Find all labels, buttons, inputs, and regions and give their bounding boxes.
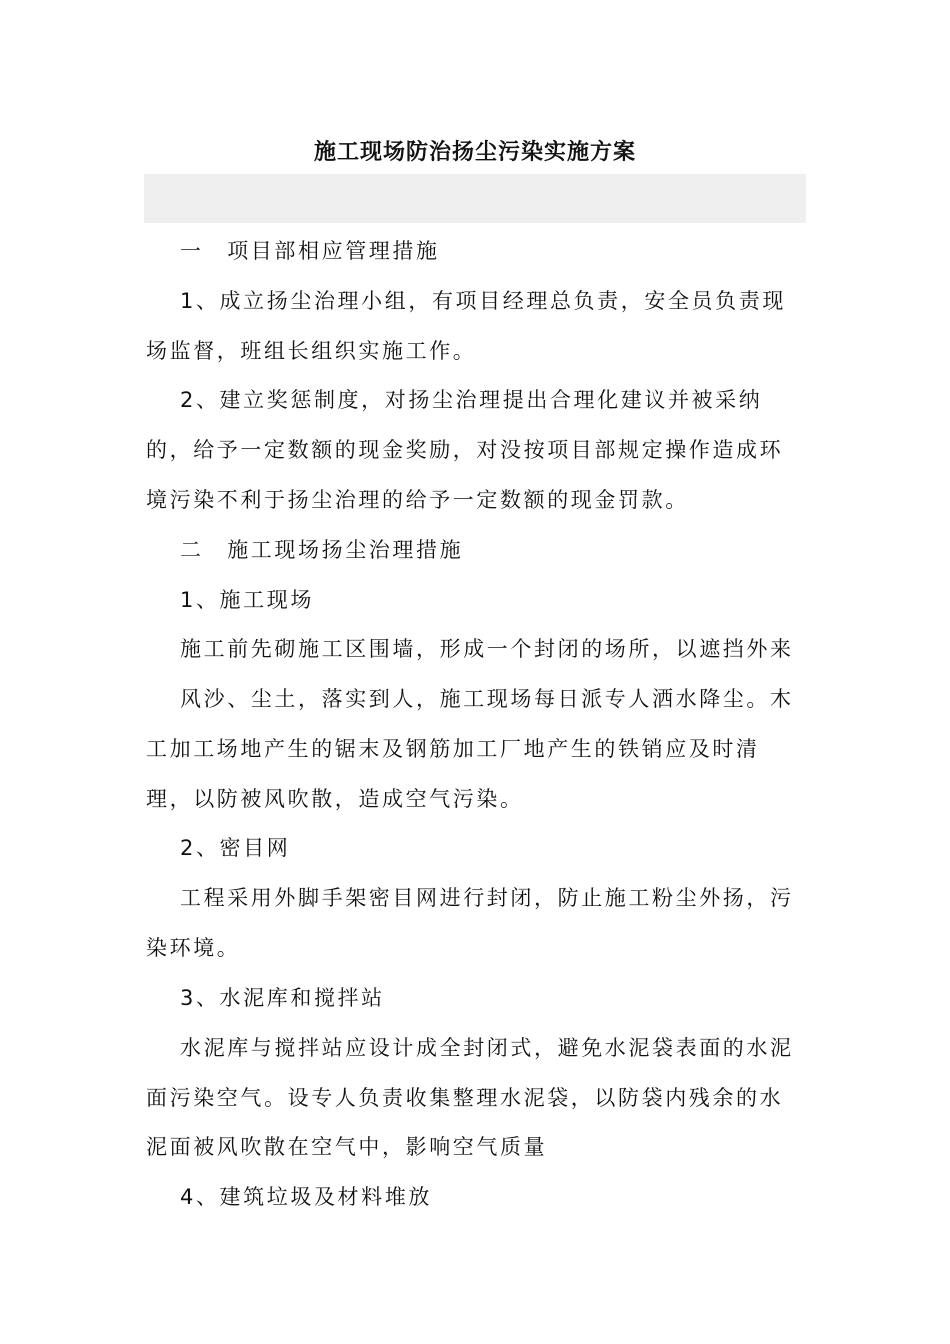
subheading: 1、施工现场	[180, 588, 314, 612]
paragraph-line: 风沙、尘土，落实到人，施工现场每日派专人洒水降尘。木	[180, 687, 794, 711]
paragraph-line: 的，给予一定数额的现金奖励，对没按项目部规定操作造成环	[146, 438, 784, 462]
paragraph-line: 场监督，班组长组织实施工作。	[146, 339, 477, 363]
section-heading-2: 二 施工现场扬尘治理措施	[180, 538, 464, 562]
paragraph-line: 工加工场地产生的锯末及钢筋加工厂地产生的铁销应及时清	[146, 737, 760, 761]
paragraph-line: 面污染空气。设专人负责收集整理水泥袋，以防袋内残余的水	[146, 1086, 784, 1110]
paragraph-line: 水泥库与搅拌站应设计成全封闭式，避免水泥袋表面的水泥	[180, 1036, 794, 1060]
subheading: 3、水泥库和搅拌站	[180, 986, 385, 1010]
section-heading-1: 一 项目部相应管理措施	[180, 239, 440, 263]
paragraph-line: 理，以防被风吹散，造成空气污染。	[146, 787, 524, 811]
blank-gray-band	[144, 174, 806, 223]
subheading: 2、密目网	[180, 836, 291, 860]
paragraph-line: 施工前先砌施工区围墙，形成一个封闭的场所，以遮挡外来	[180, 637, 794, 661]
paragraph-line: 境污染不利于扬尘治理的给予一定数额的现金罚款。	[146, 488, 689, 512]
paragraph-line: 1、成立扬尘治理小组，有项目经理总负责，安全员负责现	[180, 289, 786, 313]
subheading: 4、建筑垃圾及材料堆放	[180, 1185, 432, 1209]
paragraph-line: 2、建立奖惩制度，对扬尘治理提出合理化建议并被采纳	[180, 388, 763, 412]
paragraph-line: 工程采用外脚手架密目网进行封闭，防止施工粉尘外扬，污	[180, 886, 794, 910]
paragraph-line: 染环境。	[146, 936, 241, 960]
document-title: 施工现场防治扬尘污染实施方案	[313, 139, 636, 165]
paragraph-line: 泥面被风吹散在空气中，影响空气质量	[146, 1135, 548, 1159]
